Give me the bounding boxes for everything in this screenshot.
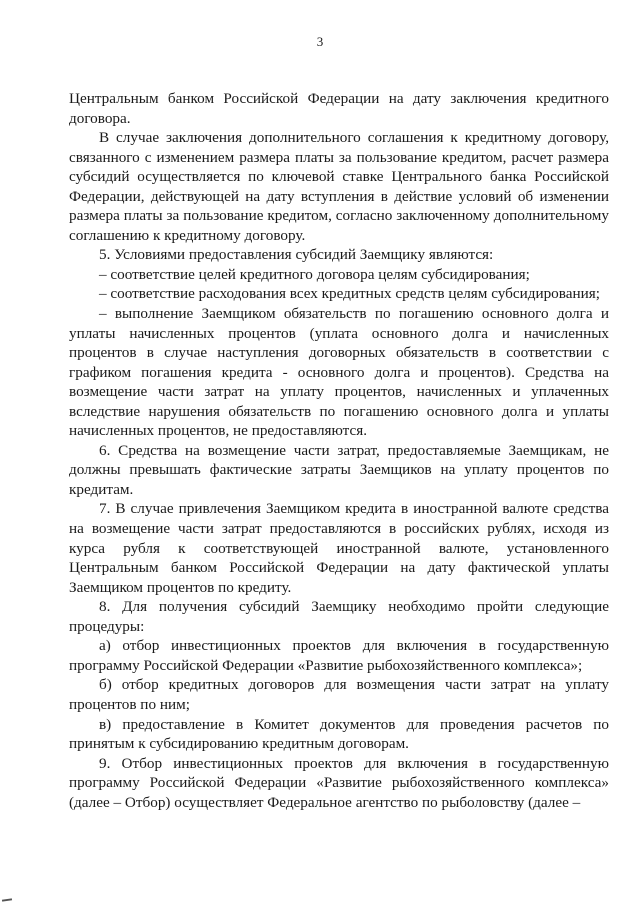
document-body: [69, 89, 609, 812]
page-number: 3: [316, 34, 324, 49]
paragraph: 7. В случае привлечения Заемщиком кредита в иностранной валюте средства на возмещение части затрат предоставляются в российских рублях, исходя из курса рубля к соответствующей иностранной валюте, установленного Центральным банком Российской Федерации на дату фактической уплаты Заемщиком процентов по кредиту.: [69, 500, 609, 596]
paragraph: 5. Условиями предоставления субсидий Заемщику являются:: [99, 246, 494, 264]
paragraph: 9. Отбор инвестиционных проектов для включения в государственную программу Российской Федерации «Развитие рыбохозяйственного комплекса» (далее – Отбор) осуществляет Федеральное агентство по рыболовству (далее –: [69, 754, 609, 811]
paragraph: 8. Для получения субсидий Заемщику необходимо пройти следующие процедуры:: [69, 598, 609, 635]
list-item: – выполнение Заемщиком обязательств по погашению основного долга и уплаты начисленных процентов (уплата основного долга и начисленных процентов в случае наступления договорных обязательств в соответствии с графиком погашения кредита - основного долга и процентов). Средства на возмещение части затрат на уплату процентов, начисленных и уплаченных вследствие нарушения обязательств по погашению основного долга и уплаты начисленных процентов, не предоставляются.: [69, 305, 609, 440]
paragraph: 6. Средства на возмещение части затрат, предоставляемые Заемщикам, не должны превышать фактические затраты Заемщиков на уплату процентов по кредитам.: [69, 441, 609, 498]
scan-artifact: [2, 898, 12, 901]
list-item: а) отбор инвестиционных проектов для включения в государственную программу Российской Федерации «Развитие рыбохозяйственного комплекса»;: [69, 637, 609, 674]
list-item: в) предоставление в Комитет документов для проведения расчетов по принятым к субсидированию кредитным договорам.: [69, 715, 609, 753]
list-item: – соответствие расходования всех кредитных средств целям субсидирования;: [99, 285, 600, 303]
list-item: – соответствие целей кредитного договора целям субсидирования;: [99, 265, 530, 283]
list-item: б) отбор кредитных договоров для возмещения части затрат на уплату процентов по ним;: [69, 676, 609, 713]
paragraph: Центральным банком Российской Федерации на дату заключения кредитного договора.: [69, 90, 609, 127]
paragraph: В случае заключения дополнительного соглашения к кредитному договору, связанного с изменением размера платы за пользование кредитом, расчет размера субсидий осуществляется по ключевой ставке Центрального банка Российской Федерации, действующей на дату вступления в действие условий об изменении размера платы за пользование кредитом, согласно заключенному дополнительному соглашению к кредитному договору.: [69, 129, 609, 244]
